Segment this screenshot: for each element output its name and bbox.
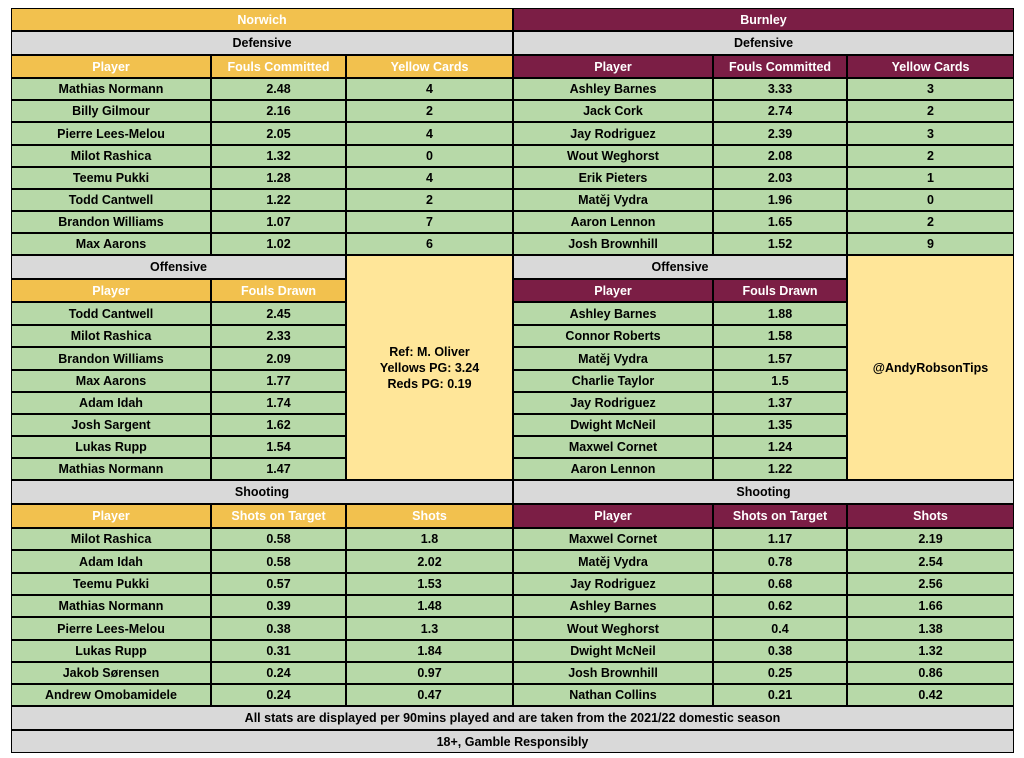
footer-disclaimer: 18+, Gamble Responsibly [11,730,1014,753]
burnley-offensive-cell: Charlie Taylor [513,370,713,392]
burnley-defensive-cell: Josh Brownhill [513,233,713,255]
norwich-offensive-header: Fouls Drawn [211,279,346,302]
norwich-shooting-cell: 1.84 [346,640,513,662]
burnley-shooting-cell: 2.56 [847,573,1014,595]
norwich-shooting-cell: 1.53 [346,573,513,595]
burnley-shooting-cell: 0.4 [713,617,847,640]
referee-info-line: Reds PG: 0.19 [387,376,472,391]
norwich-defensive-cell: 2 [346,189,513,211]
norwich-shooting-header: Shots [346,504,513,528]
burnley-defensive-header: Yellow Cards [847,55,1014,78]
footer-note: All stats are displayed per 90mins played and are taken from the 2021/22 domestic season [11,706,1014,730]
norwich-defensive-section-title: Defensive [11,31,513,55]
norwich-shooting-cell: 0.24 [211,662,346,684]
norwich-shooting-cell: Milot Rashica [11,528,211,550]
norwich-shooting-cell: 1.3 [346,617,513,640]
norwich-offensive-section-title: Offensive [11,255,346,279]
norwich-offensive-cell: Milot Rashica [11,325,211,347]
burnley-defensive-cell: Jack Cork [513,100,713,122]
burnley-defensive-cell: 3 [847,78,1014,100]
burnley-offensive-cell: 1.22 [713,458,847,480]
norwich-offensive-cell: 1.77 [211,370,346,392]
norwich-defensive-header: Yellow Cards [346,55,513,78]
burnley-shooting-cell: Jay Rodriguez [513,573,713,595]
burnley-shooting-cell: 2.19 [847,528,1014,550]
burnley-shooting-cell: 0.62 [713,595,847,617]
norwich-offensive-cell: 1.74 [211,392,346,414]
burnley-defensive-cell: 0 [847,189,1014,211]
burnley-offensive-cell: Matěj Vydra [513,347,713,370]
burnley-shooting-cell: 0.38 [713,640,847,662]
burnley-defensive-cell: 3.33 [713,78,847,100]
referee-info-line: Yellows PG: 3.24 [379,360,480,375]
norwich-shooting-header: Player [11,504,211,528]
burnley-offensive-cell: 1.37 [713,392,847,414]
norwich-defensive-cell: 2.48 [211,78,346,100]
norwich-defensive-cell: 0 [346,145,513,167]
norwich-shooting-cell: Teemu Pukki [11,573,211,595]
norwich-offensive-cell: 2.45 [211,302,346,325]
burnley-shooting-cell: 0.42 [847,684,1014,706]
burnley-defensive-cell: 2.08 [713,145,847,167]
burnley-defensive-cell: 9 [847,233,1014,255]
norwich-offensive-cell: Todd Cantwell [11,302,211,325]
burnley-offensive-cell: 1.24 [713,436,847,458]
norwich-shooting-cell: Jakob Sørensen [11,662,211,684]
burnley-team-title: Burnley [513,8,1014,31]
norwich-defensive-header: Fouls Committed [211,55,346,78]
norwich-shooting-cell: 0.58 [211,528,346,550]
norwich-defensive-cell: 6 [346,233,513,255]
norwich-shooting-cell: 2.02 [346,550,513,573]
burnley-shooting-cell: Ashley Barnes [513,595,713,617]
burnley-offensive-cell: Connor Roberts [513,325,713,347]
twitter-handle: @AndyRobsonTips [847,255,1014,480]
norwich-offensive-cell: Adam Idah [11,392,211,414]
burnley-shooting-section-title: Shooting [513,480,1014,504]
norwich-offensive-cell: Josh Sargent [11,414,211,436]
burnley-defensive-header: Player [513,55,713,78]
burnley-shooting-cell: 0.21 [713,684,847,706]
burnley-defensive-cell: 1.96 [713,189,847,211]
burnley-defensive-cell: Ashley Barnes [513,78,713,100]
burnley-shooting-cell: 1.32 [847,640,1014,662]
burnley-offensive-section-title: Offensive [513,255,847,279]
norwich-shooting-cell: Andrew Omobamidele [11,684,211,706]
burnley-offensive-header: Player [513,279,713,302]
burnley-offensive-cell: Dwight McNeil [513,414,713,436]
norwich-shooting-cell: Lukas Rupp [11,640,211,662]
burnley-shooting-cell: 1.66 [847,595,1014,617]
referee-info-line: Ref: M. Oliver [389,344,470,359]
norwich-defensive-cell: 1.32 [211,145,346,167]
burnley-shooting-header: Shots [847,504,1014,528]
burnley-defensive-cell: 3 [847,122,1014,145]
norwich-shooting-cell: Adam Idah [11,550,211,573]
norwich-team-title: Norwich [11,8,513,31]
norwich-shooting-cell: 0.31 [211,640,346,662]
norwich-defensive-cell: Brandon Williams [11,211,211,233]
burnley-defensive-cell: 2.74 [713,100,847,122]
burnley-offensive-cell: 1.88 [713,302,847,325]
norwich-defensive-cell: 1.02 [211,233,346,255]
norwich-defensive-cell: 4 [346,122,513,145]
norwich-shooting-cell: 0.38 [211,617,346,640]
burnley-offensive-cell: Ashley Barnes [513,302,713,325]
norwich-defensive-cell: 1.28 [211,167,346,189]
norwich-offensive-cell: 1.47 [211,458,346,480]
norwich-shooting-cell: 0.58 [211,550,346,573]
norwich-offensive-cell: Lukas Rupp [11,436,211,458]
burnley-defensive-cell: 2 [847,211,1014,233]
norwich-defensive-cell: 1.22 [211,189,346,211]
norwich-shooting-cell: Mathias Normann [11,595,211,617]
norwich-offensive-cell: 2.09 [211,347,346,370]
norwich-shooting-cell: 0.57 [211,573,346,595]
norwich-shooting-cell: 0.39 [211,595,346,617]
burnley-offensive-cell: 1.5 [713,370,847,392]
burnley-offensive-header: Fouls Drawn [713,279,847,302]
norwich-defensive-cell: 7 [346,211,513,233]
norwich-offensive-cell: 2.33 [211,325,346,347]
burnley-shooting-cell: Wout Weghorst [513,617,713,640]
norwich-defensive-cell: Pierre Lees-Melou [11,122,211,145]
burnley-shooting-cell: Maxwel Cornet [513,528,713,550]
norwich-defensive-cell: 4 [346,167,513,189]
burnley-defensive-cell: 2.39 [713,122,847,145]
norwich-defensive-cell: 4 [346,78,513,100]
burnley-defensive-cell: 1 [847,167,1014,189]
norwich-shooting-section-title: Shooting [11,480,513,504]
norwich-shooting-header: Shots on Target [211,504,346,528]
burnley-shooting-cell: 0.86 [847,662,1014,684]
burnley-shooting-cell: 1.38 [847,617,1014,640]
norwich-defensive-cell: Max Aarons [11,233,211,255]
norwich-shooting-cell: 0.97 [346,662,513,684]
norwich-defensive-cell: Teemu Pukki [11,167,211,189]
norwich-defensive-cell: Todd Cantwell [11,189,211,211]
norwich-offensive-cell: 1.54 [211,436,346,458]
burnley-shooting-header: Shots on Target [713,504,847,528]
burnley-shooting-cell: Dwight McNeil [513,640,713,662]
burnley-offensive-cell: Jay Rodriguez [513,392,713,414]
referee-info-box [346,255,513,480]
burnley-shooting-cell: 0.25 [713,662,847,684]
burnley-shooting-cell: 0.68 [713,573,847,595]
norwich-defensive-cell: 2 [346,100,513,122]
burnley-offensive-cell: 1.58 [713,325,847,347]
norwich-shooting-cell: 1.48 [346,595,513,617]
burnley-defensive-cell: 2 [847,145,1014,167]
burnley-shooting-cell: 2.54 [847,550,1014,573]
burnley-shooting-cell: 1.17 [713,528,847,550]
burnley-defensive-cell: 1.65 [713,211,847,233]
norwich-defensive-cell: 2.16 [211,100,346,122]
burnley-defensive-cell: 2.03 [713,167,847,189]
burnley-defensive-cell: Erik Pieters [513,167,713,189]
burnley-offensive-cell: 1.57 [713,347,847,370]
burnley-defensive-cell: 2 [847,100,1014,122]
burnley-shooting-header: Player [513,504,713,528]
burnley-offensive-cell: Maxwel Cornet [513,436,713,458]
norwich-offensive-cell: Brandon Williams [11,347,211,370]
burnley-defensive-cell: Wout Weghorst [513,145,713,167]
norwich-defensive-cell: Mathias Normann [11,78,211,100]
norwich-shooting-cell: 0.24 [211,684,346,706]
norwich-defensive-cell: Billy Gilmour [11,100,211,122]
burnley-defensive-cell: 1.52 [713,233,847,255]
burnley-defensive-cell: Jay Rodriguez [513,122,713,145]
burnley-shooting-cell: 0.78 [713,550,847,573]
burnley-defensive-cell: Matěj Vydra [513,189,713,211]
norwich-defensive-header: Player [11,55,211,78]
burnley-offensive-cell: 1.35 [713,414,847,436]
norwich-shooting-cell: Pierre Lees-Melou [11,617,211,640]
norwich-defensive-cell: Milot Rashica [11,145,211,167]
norwich-shooting-cell: 1.8 [346,528,513,550]
norwich-defensive-cell: 1.07 [211,211,346,233]
norwich-offensive-cell: 1.62 [211,414,346,436]
norwich-defensive-cell: 2.05 [211,122,346,145]
burnley-defensive-header: Fouls Committed [713,55,847,78]
burnley-shooting-cell: Nathan Collins [513,684,713,706]
burnley-defensive-section-title: Defensive [513,31,1014,55]
burnley-shooting-cell: Matěj Vydra [513,550,713,573]
norwich-shooting-cell: 0.47 [346,684,513,706]
burnley-offensive-cell: Aaron Lennon [513,458,713,480]
norwich-offensive-header: Player [11,279,211,302]
norwich-offensive-cell: Mathias Normann [11,458,211,480]
burnley-defensive-cell: Aaron Lennon [513,211,713,233]
burnley-shooting-cell: Josh Brownhill [513,662,713,684]
norwich-offensive-cell: Max Aarons [11,370,211,392]
